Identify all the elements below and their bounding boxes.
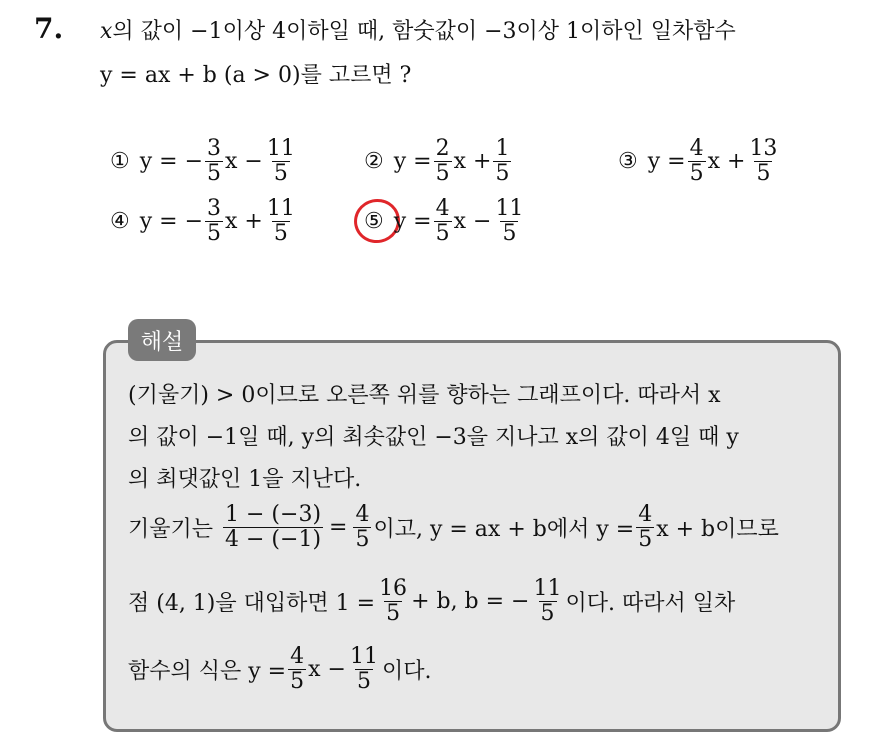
text-segment: 기울기는 <box>128 516 214 542</box>
option-5[interactable] <box>364 192 527 250</box>
fraction: $\frac{4}{5}$ <box>435 195 450 246</box>
option-2[interactable] <box>364 132 513 190</box>
question-number: 7. <box>34 12 64 45</box>
option-prefix: y = − <box>139 208 204 234</box>
fraction: $\frac{4}{5}$ <box>689 135 704 186</box>
fraction: $\frac{4}{5}$ <box>638 501 653 552</box>
option-prefix: y = <box>393 148 432 174</box>
fraction: $\frac{2}{5}$ <box>435 135 450 186</box>
fraction: $\frac{1 - (-3)}{4 - (-1)}$ <box>225 501 322 552</box>
fraction: $\frac{11}{5}$ <box>266 195 295 246</box>
option-mid: x + <box>225 208 263 234</box>
option-number: ① <box>110 148 130 174</box>
option-mid: x − <box>453 208 492 234</box>
explanation-line-4 <box>128 498 779 556</box>
question-text-line1 <box>100 14 736 45</box>
option-number: ⑤ <box>364 208 384 234</box>
option-prefix: y = − <box>139 148 204 174</box>
text-segment: 이다. <box>381 658 432 684</box>
question-text-line2: y = ax + b (a > 0)를 고르면 ? <box>100 63 412 88</box>
question-text-line1-rest: 의 값이 −1이상 4이하일 때, 함숫값이 −3이상 1이하인 일차함수 <box>112 19 736 44</box>
text-segment: 이다. 따라서 일차 <box>565 590 736 616</box>
option-1[interactable] <box>110 132 299 190</box>
option-prefix: y = <box>393 208 432 234</box>
fraction: $\frac{11}{5}$ <box>266 135 295 186</box>
text-segment: x − <box>308 656 346 682</box>
option-mid: x − <box>225 148 263 174</box>
text-segment: 함수의 식은 y = <box>128 658 287 684</box>
explanation-line-1: (기울기) > 0이므로 오른쪽 위를 향하는 그래프이다. 따라서 x <box>128 383 721 408</box>
variable-x: x <box>100 19 113 44</box>
option-number: ③ <box>618 148 638 174</box>
fraction: $\frac{16}{5}$ <box>379 575 408 626</box>
text-segment: x + b이므로 <box>656 516 779 542</box>
explanation-tag: 해설 <box>128 319 196 361</box>
equals-sign: = <box>329 514 348 540</box>
text-segment: 이고, y = ax + b에서 y = <box>373 516 635 542</box>
explanation-line-5 <box>128 572 735 630</box>
fraction: $\frac{3}{5}$ <box>207 135 222 186</box>
option-4[interactable] <box>110 192 299 250</box>
fraction: $\frac{1}{5}$ <box>495 135 510 186</box>
explanation-line-6 <box>128 640 431 698</box>
option-number: ④ <box>110 208 130 234</box>
fraction: $\frac{11}{5}$ <box>495 195 524 246</box>
option-prefix: y = <box>647 148 686 174</box>
text-segment: 점 (4, 1)을 대입하면 1 = <box>128 590 376 616</box>
fraction: $\frac{3}{5}$ <box>207 195 222 246</box>
option-mid: x + <box>707 148 746 174</box>
explanation-line-3: 의 최댓값인 1을 지난다. <box>128 467 362 492</box>
option-mid: x + <box>453 148 492 174</box>
fraction: $\frac{4}{5}$ <box>355 501 370 552</box>
text-segment: + b, b = − <box>411 588 530 614</box>
fraction: $\frac{11}{5}$ <box>349 643 378 694</box>
fraction: $\frac{4}{5}$ <box>290 643 305 694</box>
fraction: $\frac{11}{5}$ <box>533 575 562 626</box>
option-number: ② <box>364 148 384 174</box>
option-3[interactable] <box>618 132 781 190</box>
fraction: $\frac{13}{5}$ <box>749 135 778 186</box>
explanation-line-2: 의 값이 −1일 때, y의 최솟값인 −3을 지나고 x의 값이 4일 때 y <box>128 425 739 450</box>
